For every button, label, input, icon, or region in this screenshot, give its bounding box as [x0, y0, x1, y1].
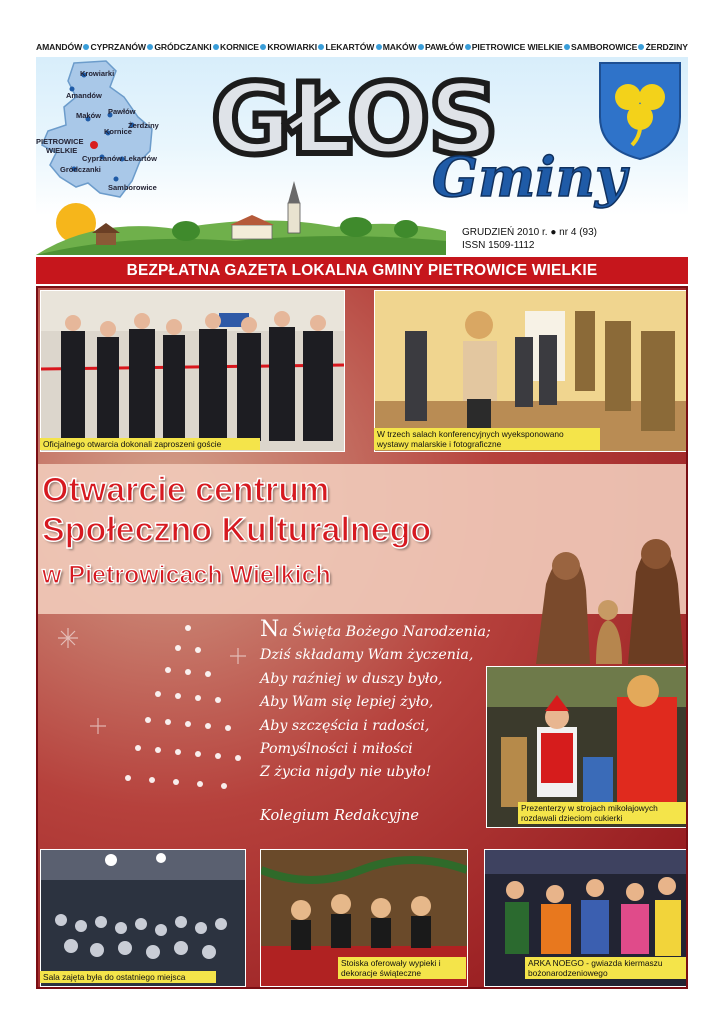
- separator-dot-icon: [147, 44, 153, 50]
- village-name: AMANDÓW: [36, 42, 83, 52]
- separator-dot-icon: [564, 44, 570, 50]
- issue-date: GRUDZIEŃ 2010 r. ● nr 4 (93): [462, 227, 597, 238]
- caption-photo5: Stoiska oferowały wypieki i dekoracje świąteczne: [338, 957, 466, 979]
- poem-line: [260, 618, 515, 644]
- village-name: SAMBOROWICE: [571, 42, 638, 52]
- poem-line: Pomyślności i miłości: [260, 741, 413, 758]
- map-label: Lekartów: [124, 154, 157, 163]
- village-list: [36, 40, 688, 54]
- village-name: CYPRZANÓW: [90, 42, 146, 52]
- map-label: Żerdziny: [128, 121, 159, 130]
- caption-photo2: W trzech salach konferencyjnych wyeksponowano wystawy malarskie i fotograficzne: [374, 428, 600, 450]
- subtitle-bar: BEZPŁATNA GAZETA LOKALNA GMINY PIETROWICE WIELKIE: [36, 257, 688, 284]
- separator-dot-icon: [213, 44, 219, 50]
- poem-signature: Kolegium Redakcyjne: [260, 808, 419, 824]
- poem-line: Z życia nigdy nie ubyło!: [260, 764, 432, 781]
- christmas-tree-decoration: [38, 608, 258, 838]
- poem-line: Aby szczęścia i radości,: [260, 717, 430, 734]
- issn: ISSN 1509-1112: [462, 240, 535, 251]
- masthead-title: GŁOS: [211, 63, 497, 177]
- village-name: PAWŁÓW: [425, 42, 464, 52]
- separator-dot-icon: [376, 44, 382, 50]
- masthead-script-title: Gminy: [432, 145, 627, 209]
- landscape-illustration: [36, 167, 446, 255]
- caption-photo1: Oficjalnego otwarcia dokonali zaproszeni goście: [40, 438, 260, 450]
- separator-dot-icon: [638, 44, 644, 50]
- caption-photo3: Prezenterzy w strojach mikołajowych rozdawali dzieciom cukierki: [518, 802, 686, 824]
- photo-hall: [40, 849, 246, 987]
- ribbon-cutting-image: [41, 291, 344, 451]
- exhibition-image: [375, 291, 687, 451]
- village-name: KROWIARKI: [267, 42, 318, 52]
- separator-dot-icon: [465, 44, 471, 50]
- map-label: PIETROWICE: [36, 137, 84, 146]
- separator-dot-icon: [318, 44, 324, 50]
- map-label: Krowiarki: [80, 69, 115, 78]
- map-label: WIELKIE: [46, 146, 78, 155]
- poem-line: Aby raźniej w duszy było,: [260, 670, 443, 687]
- village-name: MAKÓW: [382, 42, 417, 52]
- poem-line: Aby Wam się lepiej żyło,: [260, 694, 434, 711]
- caption-photo4: Sala zajęta była do ostatniego miejsca: [40, 971, 216, 983]
- nativity-figures-image: [516, 524, 686, 664]
- full-hall-image: [41, 850, 245, 986]
- village-name: KORNICE: [220, 42, 259, 52]
- poem-initial: N: [260, 617, 280, 642]
- caption-photo6: ARKA NOEGO - gwiazda kiermaszu bożonarodzeniowego: [525, 957, 686, 979]
- christmas-poem: [260, 618, 515, 785]
- map-label: Cyprzanów: [82, 154, 123, 163]
- poem-line: Dziś składamy Wam życzenia,: [260, 647, 474, 664]
- map-label: Pawłów: [108, 107, 136, 116]
- headline-line3: w Pietrowicach Wielkich: [42, 561, 331, 589]
- map-label: Samborowice: [108, 183, 157, 192]
- photo-ribbon-cutting: [40, 290, 345, 452]
- separator-dot-icon: [260, 44, 266, 50]
- village-name: PIETROWICE WIELKIE: [471, 42, 563, 52]
- village-name: LEKARTÓW: [325, 42, 375, 52]
- issue-info: [462, 226, 597, 252]
- separator-dot-icon: [83, 44, 89, 50]
- headline-line2: Społeczno Kulturalnego: [42, 511, 432, 549]
- poem-line1: a Święta Bożego Narodzenia;: [279, 624, 491, 640]
- village-name: GRÓDCZANKI: [154, 42, 212, 52]
- separator-dot-icon: [418, 44, 424, 50]
- masthead: [36, 57, 688, 255]
- headline-line1: Otwarcie centrum: [42, 471, 330, 509]
- coat-of-arms-icon: [598, 61, 682, 161]
- feature-poster: [36, 286, 688, 989]
- map-label: Maków: [76, 111, 102, 120]
- map-label: Amandów: [66, 91, 102, 100]
- map-label: Kornice: [104, 127, 132, 136]
- map-label: Gródczanki: [60, 165, 101, 174]
- village-name: ŻERDZINY: [645, 42, 688, 52]
